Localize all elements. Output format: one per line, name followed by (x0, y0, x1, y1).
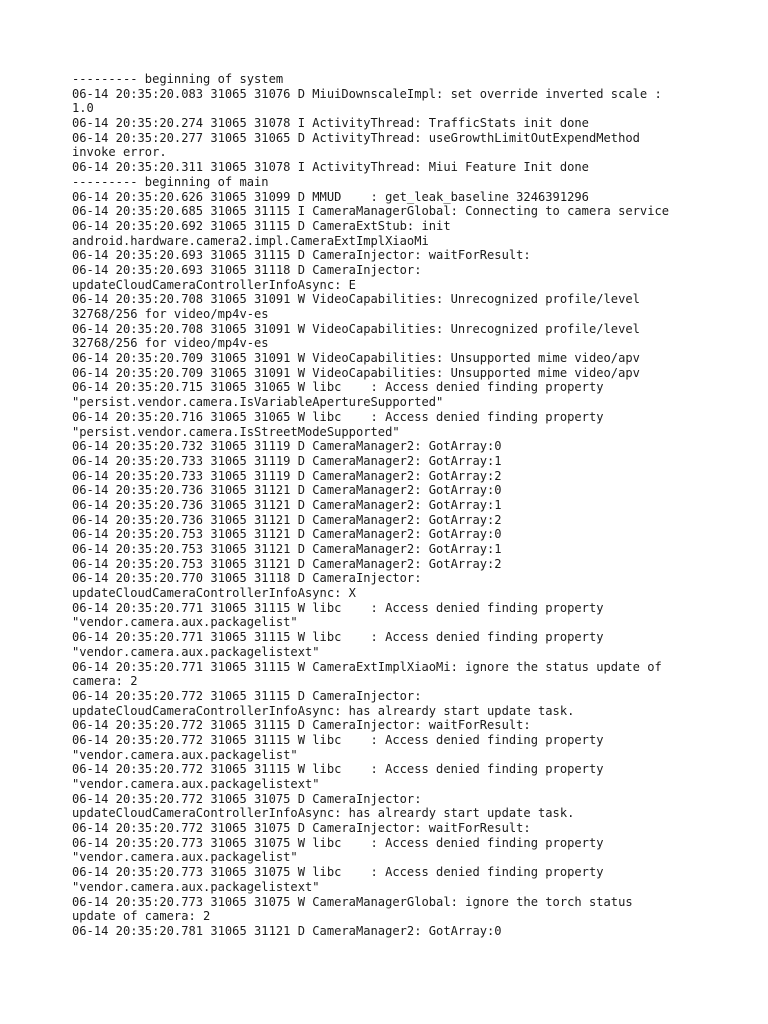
log-line: 06-14 20:35:20.626 31065 31099 D MMUD : get_leak_baseline 3246391296 (72, 189, 589, 204)
log-line: "vendor.camera.aux.packagelist" (72, 850, 298, 865)
log-line: 06-14 20:35:20.709 31065 31091 W VideoCapabilities: Unsupported mime video/apv (72, 365, 640, 380)
log-line: "persist.vendor.camera.IsVariableApertureSupported" (72, 395, 444, 410)
log-line: 06-14 20:35:20.716 31065 31065 W libc : Access denied finding property (72, 409, 604, 424)
log-line: invoke error. (72, 145, 167, 160)
log-line: 06-14 20:35:20.693 31065 31115 D CameraInjector: waitForResult: (72, 248, 531, 263)
log-line: 06-14 20:35:20.772 31065 31075 D CameraInjector: waitForResult: (72, 821, 531, 836)
log-line: 06-14 20:35:20.772 31065 31115 D CameraInjector: waitForResult: (72, 718, 531, 733)
log-line: 06-14 20:35:20.772 31065 31075 D CameraInjector: (72, 791, 422, 806)
log-line: 06-14 20:35:20.692 31065 31115 D CameraExtStub: init (72, 218, 451, 233)
log-line: 06-14 20:35:20.773 31065 31075 W CameraManagerGlobal: ignore the torch status (72, 894, 633, 909)
log-line: android.hardware.camera2.impl.CameraExtImplXiaoMi (72, 233, 429, 248)
log-line: 06-14 20:35:20.753 31065 31121 D CameraManager2: GotArray:0 (72, 527, 502, 542)
log-line: 06-14 20:35:20.274 31065 31078 I ActivityThread: TrafficStats init done (72, 116, 589, 131)
log-line: 06-14 20:35:20.715 31065 31065 W libc : Access denied finding property (72, 380, 604, 395)
log-line: updateCloudCameraControllerInfoAsync: has alreardy start update task. (72, 806, 575, 821)
log-line: "persist.vendor.camera.IsStreetModeSupported" (72, 424, 400, 439)
log-line: 32768/256 for video/mp4v-es (72, 307, 269, 321)
log-line: 06-14 20:35:20.685 31065 31115 I CameraManagerGlobal: Connecting to camera service (72, 204, 670, 219)
log-line: 06-14 20:35:20.736 31065 31121 D CameraManager2: GotArray:2 (72, 512, 502, 527)
log-line: 06-14 20:35:20.773 31065 31075 W libc : Access denied finding property (72, 865, 604, 880)
log-line: 06-14 20:35:20.772 31065 31115 D CameraInjector: (72, 688, 422, 703)
log-line: 06-14 20:35:20.083 31065 31076 D MiuiDownscaleImpl: set override inverted scale : (72, 86, 662, 101)
log-line: "vendor.camera.aux.packagelistext" (72, 777, 320, 791)
log-line: 06-14 20:35:20.733 31065 31119 D CameraManager2: GotArray:2 (72, 468, 502, 483)
log-line: 06-14 20:35:20.693 31065 31118 D CameraInjector: (72, 262, 422, 277)
log-line: update of camera: 2 (72, 909, 211, 924)
log-line: 06-14 20:35:20.770 31065 31118 D CameraInjector: (72, 571, 422, 586)
log-line: 32768/256 for video/mp4v-es (72, 336, 269, 351)
log-line: updateCloudCameraControllerInfoAsync: X (72, 586, 356, 601)
log-line: 06-14 20:35:20.781 31065 31121 D CameraManager2: GotArray:0 (72, 923, 502, 938)
log-line: 06-14 20:35:20.277 31065 31065 D ActivityThread: useGrowthLimitOutExpendMethod (72, 130, 640, 145)
log-line: 06-14 20:35:20.733 31065 31119 D CameraManager2: GotArray:1 (72, 453, 502, 468)
log-line: updateCloudCameraControllerInfoAsync: has alreardy start update task. (72, 703, 575, 718)
log-line: 06-14 20:35:20.771 31065 31115 W libc : Access denied finding property (72, 600, 604, 615)
log-line: "vendor.camera.aux.packagelist" (72, 615, 298, 630)
log-line: 06-14 20:35:20.773 31065 31075 W libc : Access denied finding property (72, 835, 604, 850)
log-line: "vendor.camera.aux.packagelist" (72, 747, 298, 762)
log-line: updateCloudCameraControllerInfoAsync: E (72, 277, 356, 292)
log-line: 06-14 20:35:20.771 31065 31115 W libc : Access denied finding property (72, 630, 604, 645)
log-line: camera: 2 (72, 674, 138, 689)
log-line: 06-14 20:35:20.771 31065 31115 W CameraExtImplXiaoMi: ignore the status update of (72, 659, 662, 674)
log-line: 06-14 20:35:20.709 31065 31091 W VideoCapabilities: Unsupported mime video/apv (72, 351, 640, 366)
log-line: 06-14 20:35:20.772 31065 31115 W libc : Access denied finding property (72, 762, 604, 777)
log-line: 06-14 20:35:20.708 31065 31091 W VideoCapabilities: Unrecognized profile/level (72, 292, 640, 307)
log-line: 06-14 20:35:20.753 31065 31121 D CameraManager2: GotArray:1 (72, 542, 502, 556)
log-line: "vendor.camera.aux.packagelistext" (72, 644, 320, 659)
log-line: 06-14 20:35:20.311 31065 31078 I ActivityThread: Miui Feature Init done (72, 160, 589, 175)
log-line: 06-14 20:35:20.708 31065 31091 W VideoCapabilities: Unrecognized profile/level (72, 321, 640, 336)
log-line: "vendor.camera.aux.packagelistext" (72, 879, 320, 894)
log-line: --------- beginning of system (72, 72, 284, 86)
log-line: 06-14 20:35:20.772 31065 31115 W libc : Access denied finding property (72, 732, 604, 747)
log-line: 1.0 (72, 101, 94, 116)
log-line: --------- beginning of main (72, 174, 269, 189)
log-line: 06-14 20:35:20.732 31065 31119 D CameraManager2: GotArray:0 (72, 439, 502, 454)
log-line: 06-14 20:35:20.753 31065 31121 D CameraManager2: GotArray:2 (72, 556, 502, 571)
log-line: 06-14 20:35:20.736 31065 31121 D CameraManager2: GotArray:0 (72, 483, 502, 498)
log-line: 06-14 20:35:20.736 31065 31121 D CameraManager2: GotArray:1 (72, 497, 502, 512)
log-text-block (72, 72, 692, 939)
